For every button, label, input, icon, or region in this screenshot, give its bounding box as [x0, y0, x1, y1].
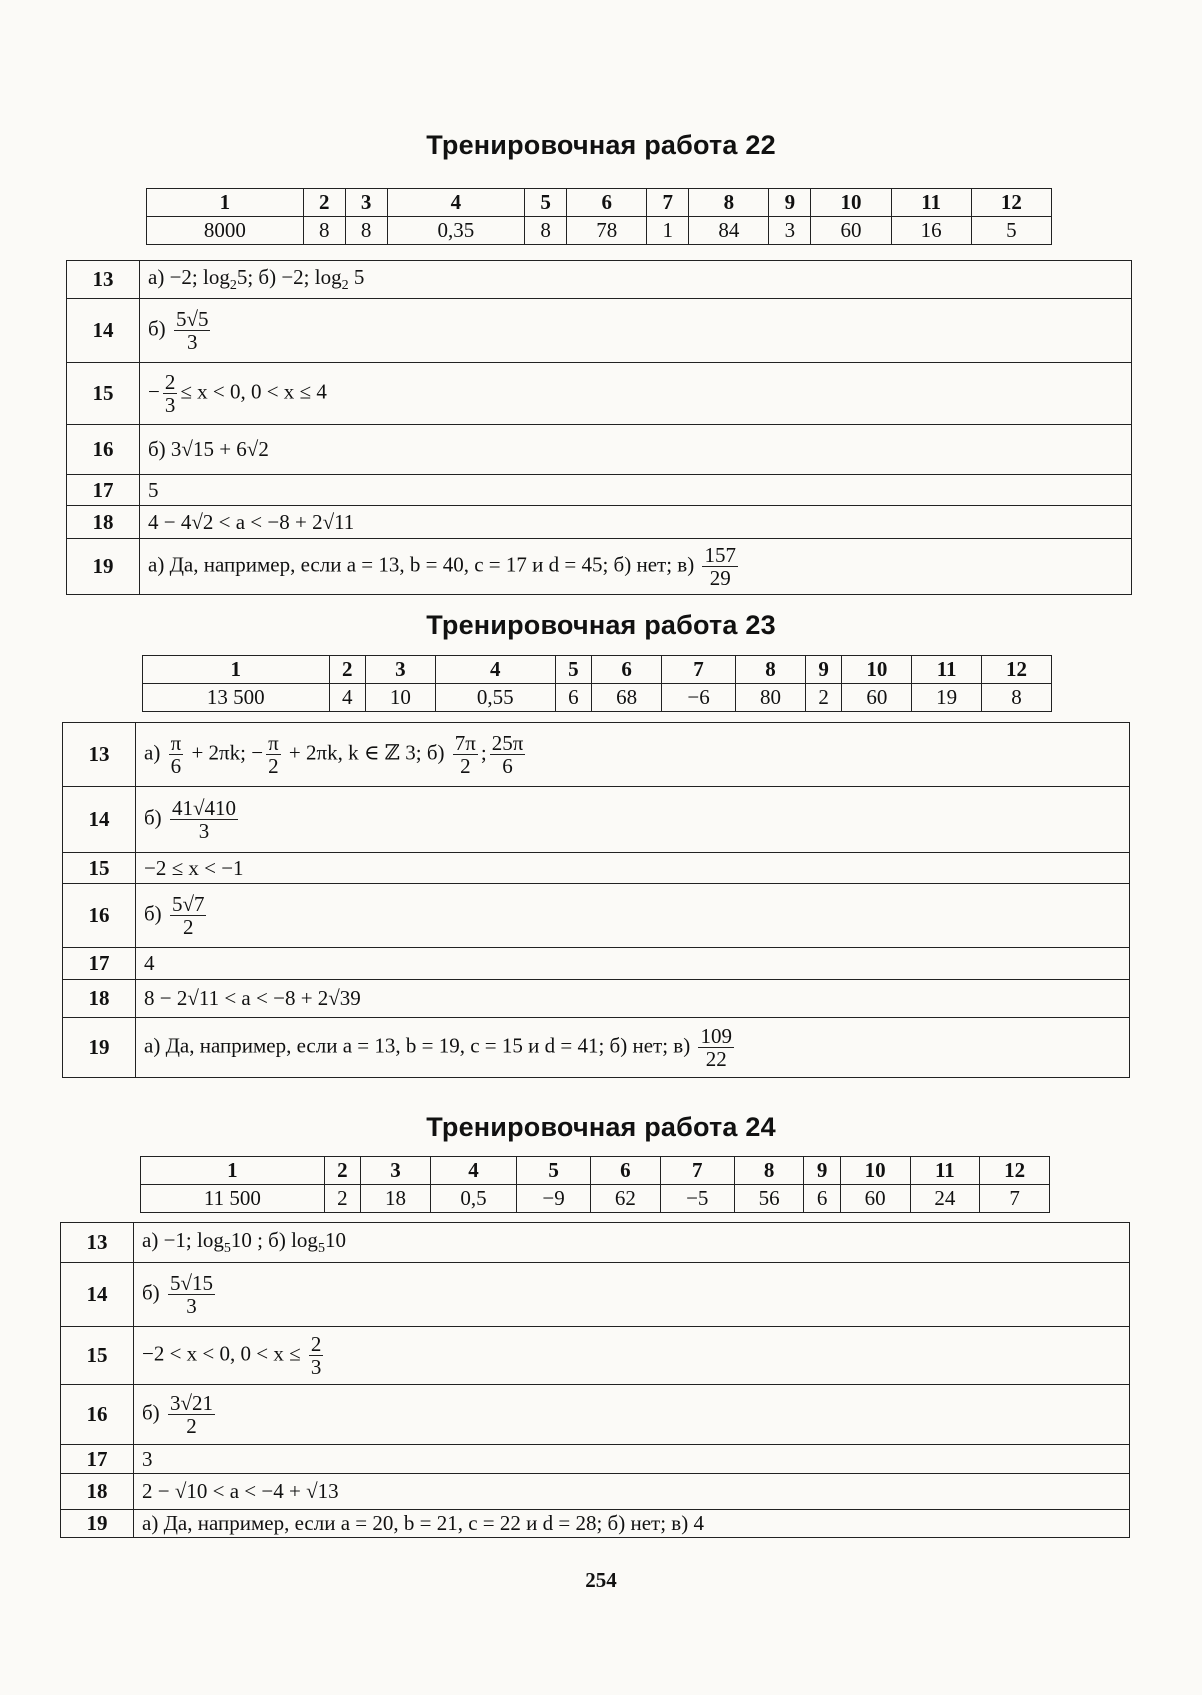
row-13: 13 а) −1; $\log_510$ ; б) $\log_510$	[61, 1223, 1130, 1263]
row-14: 14 б) $\frac{5√5}{3}$	[67, 299, 1132, 363]
extended-answers-24	[60, 1222, 1130, 1538]
answer-row: 13 500 4 10 0,55 6 68 −6 80 2 60 19 8	[143, 684, 1052, 712]
answer-17: 3	[134, 1445, 1130, 1474]
row-13: 13 а) −2; $\log_25$; б) −2; $\log_2 5$	[67, 261, 1132, 299]
answer-14: б) $\frac{41√410}{3}$	[136, 787, 1130, 853]
answer-13: а) −2; $\log_25$; б) −2; $\log_2 5$	[140, 261, 1132, 299]
title-work-23: Тренировочная работа 23	[426, 610, 776, 640]
short-answers-23	[142, 655, 1052, 712]
row-19: 19 а) Да, например, если a = 13, b = 40, c = 17 и d = 45; б) нет; в) $\frac{157}{29}$	[67, 539, 1132, 595]
header-row: 1 2 3 4 5 6 7 8 9 10 11 12	[143, 656, 1052, 684]
extended-answers-22	[66, 260, 1132, 595]
answer-15: −2 ≤ x < −1	[136, 853, 1130, 884]
page-number: 254	[585, 1568, 617, 1592]
short-answers-24	[140, 1156, 1050, 1213]
answer-18: 4 − 4√2 < a < −8 + 2√11	[140, 506, 1132, 539]
header-row: 1 2 3 4 5 6 7 8 9 10 11 12	[147, 189, 1052, 217]
extended-answers-23	[62, 722, 1130, 1078]
answer-19: а) Да, например, если a = 20, b = 21, c = 22 и d = 28; б) нет; в) 4	[134, 1510, 1130, 1538]
answer-row: 8000 8 8 0,35 8 78 1 84 3 60 16 5	[147, 217, 1052, 245]
answer-16: б) 3√15 + 6√2	[140, 425, 1132, 475]
row-18: 18 2 − √10 < a < −4 + √13	[61, 1474, 1130, 1510]
answer-17: 4	[136, 948, 1130, 980]
row-17: 17 3	[61, 1445, 1130, 1474]
row-15: 15 −2 < x < 0, 0 < x ≤ $\frac{2}{3}$	[61, 1327, 1130, 1385]
row-17: 17 4	[63, 948, 1130, 980]
title-work-22: Тренировочная работа 22	[426, 130, 776, 160]
row-16: 16 б) $\frac{5√7}{2}$	[63, 884, 1130, 948]
answer-19: а) Да, например, если a = 13, b = 19, c = 15 и d = 41; б) нет; в) $\frac{109}{22}$	[136, 1018, 1130, 1078]
row-19: 19 а) Да, например, если a = 20, b = 21, c = 22 и d = 28; б) нет; в) 4	[61, 1510, 1130, 1538]
answer-13: а) $\frac{\pi}{6}$ + 2πk; − $\frac{\pi}{2}$ + 2πk, k ∈ ℤ 3; б) $\frac{7\pi}{2}$ ; $\frac{25\pi}{6}$	[136, 723, 1130, 787]
row-15: 15 −2 ≤ x < −1	[63, 853, 1130, 884]
row-13: 13 а) $\frac{\pi}{6}$ + 2πk; − $\frac{\pi}{2}$ + 2πk, k ∈ ℤ 3; б) $\frac{7\pi}{2}$ ; $\frac{25\pi}{6}$	[63, 723, 1130, 787]
row-17: 17 5	[67, 475, 1132, 506]
answer-13: а) −1; $\log_510$ ; б) $\log_510$	[134, 1223, 1130, 1263]
answer-14: б) $\frac{5√5}{3}$	[140, 299, 1132, 363]
row-14: 14 б) $\frac{5√15}{3}$	[61, 1263, 1130, 1327]
row-16: 16 б) 3√15 + 6√2	[67, 425, 1132, 475]
answer-18: 2 − √10 < a < −4 + √13	[134, 1474, 1130, 1510]
answer-14: б) $\frac{5√15}{3}$	[134, 1263, 1130, 1327]
answer-16: б) $\frac{5√7}{2}$	[136, 884, 1130, 948]
row-19: 19 а) Да, например, если a = 13, b = 19, c = 15 и d = 41; б) нет; в) $\frac{109}{22}$	[63, 1018, 1130, 1078]
answer-18: 8 − 2√11 < a < −8 + 2√39	[136, 980, 1130, 1018]
header-row: 1 2 3 4 5 6 7 8 9 10 11 12	[141, 1157, 1050, 1185]
row-15: 15 − $\frac{2}{3}$ ≤ x < 0, 0 < x ≤ 4	[67, 363, 1132, 425]
row-14: 14 б) $\frac{41√410}{3}$	[63, 787, 1130, 853]
title-work-24: Тренировочная работа 24	[426, 1112, 776, 1142]
row-18: 18 8 − 2√11 < a < −8 + 2√39	[63, 980, 1130, 1018]
short-answers-22	[146, 188, 1052, 245]
answer-16: б) $\frac{3√21}{2}$	[134, 1385, 1130, 1445]
row-16: 16 б) $\frac{3√21}{2}$	[61, 1385, 1130, 1445]
row-18: 18 4 − 4√2 < a < −8 + 2√11	[67, 506, 1132, 539]
answer-17: 5	[140, 475, 1132, 506]
answer-15: −2 < x < 0, 0 < x ≤ $\frac{2}{3}$	[134, 1327, 1130, 1385]
answer-19: а) Да, например, если a = 13, b = 40, c = 17 и d = 45; б) нет; в) $\frac{157}{29}$	[140, 539, 1132, 595]
answer-row: 11 500 2 18 0,5 −9 62 −5 56 6 60 24 7	[141, 1185, 1050, 1213]
answer-15: − $\frac{2}{3}$ ≤ x < 0, 0 < x ≤ 4	[140, 363, 1132, 425]
